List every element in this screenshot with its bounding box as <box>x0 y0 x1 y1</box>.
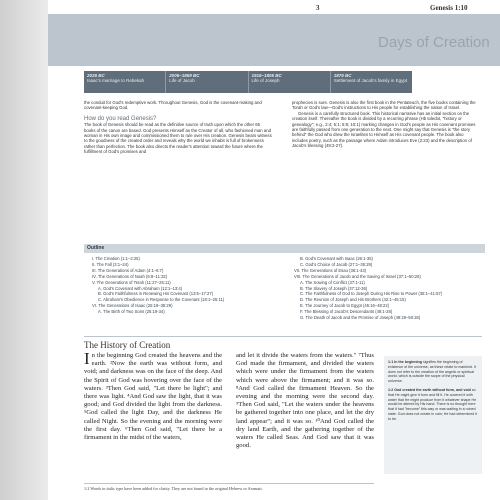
scripture-verses: and let it divide the waters from the waters." ⁷Thus God made the firmament, and divided the waters which were under the firmament from the waters which were above the firmament; and it was so. ⁸And God called the firmament Heaven. So the evening and the morning were the second day. ⁹Then God said, "Let the waters under the heavens be gathered together into one place, and let the dry land appear"; and it was so. ¹⁰And God called the dry land Earth, and the gathering together of the waters He called Seas. And God saw that it was good. <box>236 352 374 450</box>
scripture-verses: n the beginning God created the heavens and the earth. ²Now the earth was without form, and void; and darkness was on the face of the deep. And the Spirit of God was hovering over the face of the waters. ³Then God said, "Let there be light"; and there was light. ⁴And God saw the light, that it was good; and God divided the light from the darkness. ⁵God called the light Day, and the darkness He called Night. So the evening and the morning were the first day. ⁶Then God said, "Let there be a firmament in the midst of the waters, <box>84 352 222 442</box>
intro-paragraph: prophecies is sure. Genesis is also the first book in the Pentateuch, the five books containing the Torah or God's law—God's instructions to His people for establishing the nation of Israel. <box>292 100 476 111</box>
outline-item: C. The Faithfulness of God to Joseph During His Rise to Power (38:1–41:57) <box>300 291 443 297</box>
outline-item: VIII. The Generations of Jacob and the Saving of Israel (37:1–50:26) <box>294 273 421 279</box>
outline-item: VI. The Generations of Isaac (25:19–35:29) <box>92 303 173 309</box>
intro-left-column <box>84 100 272 155</box>
footnote: 1:2 Words in italic type have been added for clarity. They are not found in the original Hebrew or Aramaic. <box>84 483 374 491</box>
outline-item: IV. The Generations of Noah (6:8–11:32) <box>92 273 168 279</box>
timeline-date: 1876 BC <box>333 73 352 78</box>
book-outline <box>84 244 482 321</box>
outline-item: D. The Reunion of Joseph and His Brothers (42:1–45:15) <box>300 297 406 303</box>
outline-left-column <box>84 256 279 315</box>
scripture-left-column <box>84 349 222 442</box>
outline-item: A. The Sowing of Conflict (37:1-11) <box>300 279 365 285</box>
outline-item: C. God's Choice of Jacob (27:1–35:29) <box>300 261 373 267</box>
timeline <box>84 71 412 93</box>
study-note-text: signifies the beginning of existence of the universe, as these relate to mankind. It does not refer to the creation of the angelic or spiritual world, which is outside the scope of the physical universe. <box>388 360 476 384</box>
study-note-label: 1:2 God created the earth without form, and void <box>388 387 471 392</box>
study-note <box>388 360 478 384</box>
header-band <box>48 14 500 66</box>
section-title: The History of Creation <box>84 340 171 350</box>
outline-item: A. God's Covenant with Abraham (12:1–13:4) <box>98 285 183 291</box>
intro-body-paragraph: The book of Genesis should be read as the definitive source of truth upon which the other 65 books of the canon are based. God presents Himself as the Creator of all, who fashioned man and woman in His own image and commissioned them to rule over His creation. Genesis bears witness to the goodness of the created order and reveals why the world we inhabit is full of brokenness rather than perfection. The book also directs the reader's attention toward the future where the fulfillment of God's promises and <box>84 122 272 155</box>
running-head: Genesis 1:10 <box>430 4 468 12</box>
outline-item: F. The Blessing of Jacob's Descendants (49:1-28) <box>300 309 393 315</box>
outline-item: V. The Generations of Terah (11:27–25:11) <box>92 279 171 285</box>
drop-cap: I <box>84 349 90 368</box>
timeline-text: Isaac's marriage to Rebekah <box>87 78 145 83</box>
intro-paragraph: Genesis is a carefully structured book. This historical narrative has an initial section on the creation itself. Thereafter the book is divided by a recurring phrase (Hb toledot, "history or genealogy"; e.g., 2:4; 5:1; 6:9; 10:1) marking changes in God's people as His covenant promises are faithfully passed from one generation to the next. One might say that Genesis is "the story behind" the God who drew the Israelites to Himself as His covenant people. The book also includes poetry, such as the passage where Adam introduces Eve (2:23) and the description of Jacob's blessing (49:2-27). <box>292 110 476 149</box>
timeline-date: 2026 BC <box>87 73 105 78</box>
timeline-cell <box>166 71 248 93</box>
outline-item: I. The Creation (1:1–2:25) <box>92 256 140 261</box>
study-notes <box>384 356 482 474</box>
intro-right-column <box>292 100 480 149</box>
timeline-text: Life of Jacob <box>169 78 195 83</box>
intro-question-heading: How do you read Genesis? <box>84 115 157 122</box>
intro-opening-paragraph: the conduit for God's redemptive work. Throughout Genesis, God is the covenant-making and covenant-keeping God. <box>84 100 262 111</box>
outline-title: Outline <box>84 244 485 253</box>
outline-item: B. God's Faithfulness in Renewing His Covenant (13:5–17:27) <box>98 291 214 297</box>
outline-item: G. The Death of Jacob and the Promise of Joseph (49:29–50:26) <box>300 315 421 321</box>
outline-item: III. The Generations of Adam (4:1–6:7) <box>92 267 164 273</box>
outline-item: B. God's Covenant with Isaac (26:1-35) <box>300 256 373 261</box>
timeline-text: Life of Joseph <box>251 78 280 83</box>
timeline-cell <box>84 71 166 93</box>
page-number: 3 <box>316 4 320 12</box>
section-divider <box>84 336 482 337</box>
study-note <box>388 388 478 422</box>
study-note-text: so that He might give it form and fill it. He covered it with water that He might produce from it whatever shape He would be altered by His hand. There is no thought here that it had "become" this way or was waiting in a ruined state. God does not create in vain; He had determined it to be. <box>388 387 478 421</box>
book-spine <box>0 0 48 500</box>
study-note-label: 1:1 In the beginning <box>388 360 422 364</box>
bible-page <box>48 0 500 500</box>
outline-item: C. Abraham's Obedience in Response to the Covenant (18:1–25:11) <box>98 297 225 303</box>
timeline-cell <box>331 71 412 93</box>
timeline-date: 1915–1805 BC <box>251 73 282 78</box>
outline-item: II. The Fall (3:1–24) <box>92 261 129 267</box>
scripture-right-column <box>236 352 374 450</box>
outline-item: B. The Slavery of Joseph (37:12-36) <box>300 285 368 291</box>
outline-item: VII. The Generations of Esau (36:1-43) <box>294 267 367 273</box>
header-watermark: Days of Creation <box>378 34 490 51</box>
outline-item: A. The Birth of Two Sons (25:19-34) <box>98 309 165 315</box>
outline-item: E. The Journey of Jacob to Egypt (45:16–48:22) <box>300 303 390 309</box>
timeline-cell <box>249 71 331 93</box>
timeline-text: Settlement of Jacob's family in Egypt <box>333 78 408 83</box>
timeline-date: 2006–1859 BC <box>169 73 200 78</box>
outline-right-column <box>286 256 481 321</box>
